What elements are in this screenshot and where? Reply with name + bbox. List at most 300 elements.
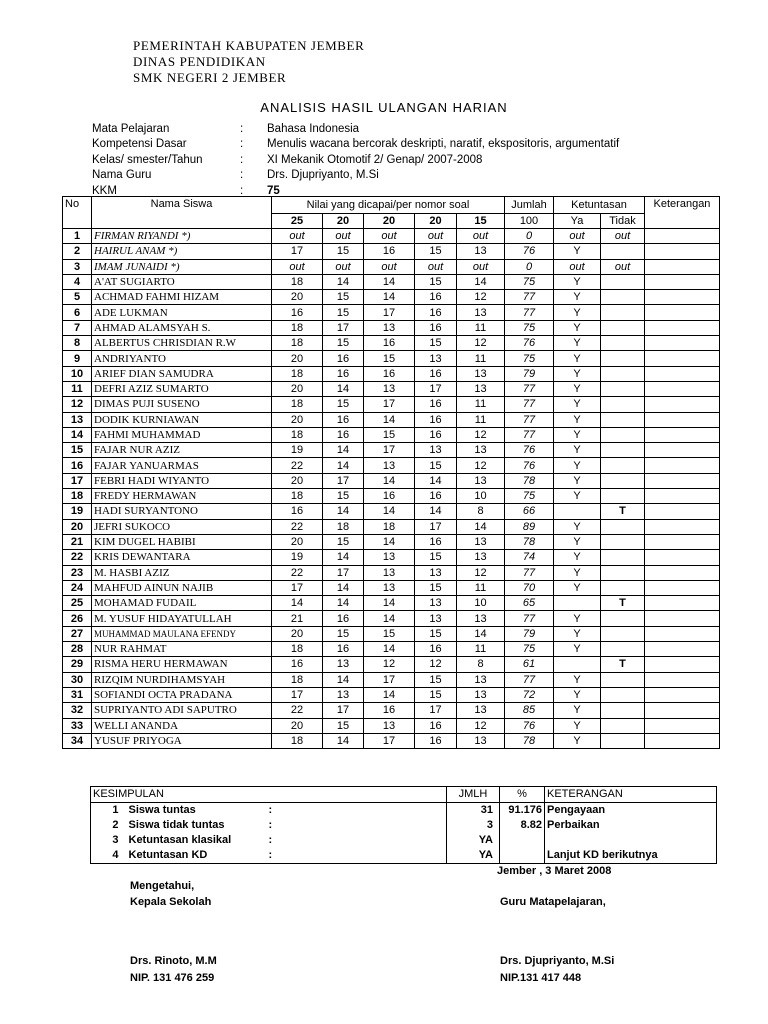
summary-ket: Perbaikan (545, 818, 717, 833)
score-4: 16 (415, 733, 457, 748)
score-4: 16 (415, 412, 457, 427)
score-5: 14 (457, 274, 505, 289)
keterangan (645, 336, 720, 351)
score-1: out (272, 229, 323, 244)
table-row (63, 336, 720, 351)
score-total: 75 (505, 489, 554, 504)
score-4: 16 (415, 290, 457, 305)
tuntas-tidak (601, 412, 645, 427)
summary-number: 3 (91, 833, 127, 848)
student-name: SUPRIYANTO ADI SAPUTRO (92, 703, 272, 718)
score-4: 13 (415, 443, 457, 458)
table-row (63, 642, 720, 657)
score-1: 17 (272, 580, 323, 595)
row-number: 21 (63, 534, 92, 549)
score-1: 22 (272, 519, 323, 534)
info-value: Bahasa Indonesia (267, 122, 360, 135)
tuntas-tidak (601, 305, 645, 320)
score-4: 13 (415, 351, 457, 366)
tuntas-ya: Y (554, 443, 601, 458)
score-3: 16 (364, 703, 415, 718)
tuntas-tidak (601, 443, 645, 458)
score-1: 18 (272, 336, 323, 351)
score-1: 20 (272, 351, 323, 366)
table-row (63, 244, 720, 259)
student-name: RISMA HERU HERMAWAN (92, 657, 272, 672)
row-number: 3 (63, 259, 92, 274)
col-header-keterangan: Keterangan (645, 197, 720, 229)
tuntas-ya: Y (554, 458, 601, 473)
info-label: Nama Guru (92, 169, 152, 182)
row-number: 20 (63, 519, 92, 534)
score-4: 16 (415, 397, 457, 412)
student-name: WELLI ANANDA (92, 718, 272, 733)
student-name: MUHAMMAD MAULANA EFENDY (92, 626, 272, 641)
student-name: ANDRIYANTO (92, 351, 272, 366)
score-2: 15 (323, 718, 364, 733)
score-1: 20 (272, 381, 323, 396)
row-number: 29 (63, 657, 92, 672)
keterangan (645, 519, 720, 534)
score-total: 77 (505, 427, 554, 442)
score-2: 15 (323, 244, 364, 259)
tuntas-tidak: out (601, 259, 645, 274)
teacher-nip: NIP.131 417 448 (500, 972, 582, 984)
table-row (63, 320, 720, 335)
score-1: 17 (272, 687, 323, 702)
row-number: 1 (63, 229, 92, 244)
keterangan (645, 504, 720, 519)
table-row (63, 458, 720, 473)
tuntas-ya: Y (554, 611, 601, 626)
score-5: 11 (457, 580, 505, 595)
score-4: 16 (415, 534, 457, 549)
student-name: SOFIANDI OCTA PRADANA (92, 687, 272, 702)
score-5: 13 (457, 381, 505, 396)
table-row (63, 580, 720, 595)
score-2: 18 (323, 519, 364, 534)
table-row (63, 351, 720, 366)
score-4: 13 (415, 565, 457, 580)
max-score-2: 20 (323, 214, 364, 229)
tuntas-tidak (601, 427, 645, 442)
summary-pct (500, 848, 545, 864)
table-row (63, 687, 720, 702)
student-name: ALBERTUS CHRISDIAN R.W (92, 336, 272, 351)
score-5: 11 (457, 412, 505, 427)
row-number: 6 (63, 305, 92, 320)
score-total: 78 (505, 733, 554, 748)
score-5: 11 (457, 351, 505, 366)
summary-row (91, 803, 717, 819)
summary-jmlh: YA (447, 848, 500, 864)
score-3: 13 (364, 458, 415, 473)
tuntas-ya: out (554, 229, 601, 244)
document-header (133, 38, 364, 86)
score-total: 75 (505, 320, 554, 335)
score-1: 18 (272, 489, 323, 504)
score-total: 0 (505, 259, 554, 274)
keterangan (645, 687, 720, 702)
row-number: 34 (63, 733, 92, 748)
score-total: 75 (505, 351, 554, 366)
score-1: 20 (272, 290, 323, 305)
student-name: FIRMAN RIYANDI *) (92, 229, 272, 244)
row-number: 16 (63, 458, 92, 473)
score-3: 17 (364, 733, 415, 748)
score-1: 17 (272, 244, 323, 259)
summary-header-pct: % (500, 787, 545, 803)
summary-colon: : (267, 803, 447, 819)
score-2: 14 (323, 550, 364, 565)
score-3: 16 (364, 244, 415, 259)
score-3: 15 (364, 626, 415, 641)
score-1: 21 (272, 611, 323, 626)
score-5: 10 (457, 596, 505, 611)
info-row (92, 168, 619, 184)
score-3: 17 (364, 305, 415, 320)
tuntas-tidak (601, 320, 645, 335)
table-row (63, 305, 720, 320)
score-total: 75 (505, 274, 554, 289)
tuntas-ya: Y (554, 305, 601, 320)
score-3: 14 (364, 642, 415, 657)
left-sign-label-1: Mengetahui, (130, 880, 195, 892)
score-3: 16 (364, 489, 415, 504)
score-4: 15 (415, 626, 457, 641)
score-3: 14 (364, 412, 415, 427)
info-label: Mata Pelajaran (92, 122, 170, 135)
student-name: DEFRI AZIZ SUMARTO (92, 381, 272, 396)
score-5: 12 (457, 427, 505, 442)
row-number: 14 (63, 427, 92, 442)
score-1: 18 (272, 642, 323, 657)
score-1: 19 (272, 550, 323, 565)
row-number: 33 (63, 718, 92, 733)
tuntas-tidak (601, 534, 645, 549)
score-4: 16 (415, 489, 457, 504)
tuntas-tidak (601, 687, 645, 702)
table-row (63, 550, 720, 565)
table-row (63, 274, 720, 289)
info-colon: : (240, 153, 244, 166)
row-number: 25 (63, 596, 92, 611)
tuntas-ya: Y (554, 718, 601, 733)
keterangan (645, 534, 720, 549)
tuntas-ya: Y (554, 703, 601, 718)
student-name: A'AT SUGIARTO (92, 274, 272, 289)
table-row (63, 473, 720, 488)
score-total: 70 (505, 580, 554, 595)
keterangan (645, 412, 720, 427)
row-number: 22 (63, 550, 92, 565)
info-label: Kelas/ smester/Tahun (92, 153, 203, 166)
score-2: 16 (323, 351, 364, 366)
score-2: 15 (323, 626, 364, 641)
row-number: 15 (63, 443, 92, 458)
keterangan (645, 259, 720, 274)
score-2: 14 (323, 580, 364, 595)
keterangan (645, 351, 720, 366)
student-name: FEBRI HADI WIYANTO (92, 473, 272, 488)
keterangan (645, 305, 720, 320)
tuntas-tidak (601, 473, 645, 488)
table-row (63, 534, 720, 549)
score-5: 13 (457, 703, 505, 718)
score-4: 15 (415, 458, 457, 473)
score-3: 17 (364, 397, 415, 412)
score-total: 76 (505, 458, 554, 473)
score-total: 79 (505, 366, 554, 381)
table-row (63, 657, 720, 672)
score-4: 16 (415, 320, 457, 335)
info-value: XI Mekanik Otomotif 2/ Genap/ 2007-2008 (267, 153, 483, 166)
col-header-scores: Nilai yang dicapai/per nomor soal (272, 197, 505, 214)
tuntas-tidak (601, 550, 645, 565)
header-school: SMK NEGERI 2 JEMBER (133, 70, 287, 85)
score-5: 11 (457, 642, 505, 657)
score-5: 8 (457, 657, 505, 672)
row-number: 7 (63, 320, 92, 335)
score-2: 15 (323, 534, 364, 549)
summary-table (90, 786, 717, 864)
score-4: 14 (415, 504, 457, 519)
row-number: 26 (63, 611, 92, 626)
table-row (63, 626, 720, 641)
score-total: 78 (505, 473, 554, 488)
tuntas-tidak (601, 290, 645, 305)
score-2: 16 (323, 611, 364, 626)
score-4: 15 (415, 672, 457, 687)
score-3: 14 (364, 534, 415, 549)
tuntas-ya: out (554, 259, 601, 274)
score-total: 89 (505, 519, 554, 534)
tuntas-ya: Y (554, 427, 601, 442)
score-3: 15 (364, 351, 415, 366)
score-4: 15 (415, 687, 457, 702)
score-total: 66 (505, 504, 554, 519)
score-1: 22 (272, 565, 323, 580)
score-total: 76 (505, 336, 554, 351)
score-3: 13 (364, 320, 415, 335)
info-value: Menulis wacana bercorak deskripti, naratif, ekspositoris, argumentatif (267, 138, 620, 151)
summary-label: Ketuntasan KD (127, 848, 267, 864)
score-total: 79 (505, 626, 554, 641)
score-5: 12 (457, 565, 505, 580)
score-5: 12 (457, 336, 505, 351)
summary-label: Ketuntasan klasikal (128, 834, 232, 846)
score-4: 16 (415, 718, 457, 733)
score-5: 11 (457, 397, 505, 412)
tuntas-ya: Y (554, 687, 601, 702)
score-2: 13 (323, 687, 364, 702)
summary-colon: : (267, 848, 447, 864)
header-government: PEMERINTAH KABUPATEN JEMBER (133, 38, 365, 53)
tuntas-ya: Y (554, 565, 601, 580)
score-3: 12 (364, 657, 415, 672)
table-row (63, 412, 720, 427)
student-name: MAHFUD AINUN NAJIB (92, 580, 272, 595)
score-4: 16 (415, 305, 457, 320)
table-row (63, 427, 720, 442)
row-number: 11 (63, 381, 92, 396)
tuntas-ya: Y (554, 274, 601, 289)
score-2: out (323, 229, 364, 244)
score-5: 13 (457, 672, 505, 687)
score-4: 17 (415, 519, 457, 534)
row-number: 2 (63, 244, 92, 259)
keterangan (645, 473, 720, 488)
score-total: 85 (505, 703, 554, 718)
score-2: 17 (323, 320, 364, 335)
tuntas-tidak (601, 580, 645, 595)
table-row (63, 229, 720, 244)
student-name: ADE LUKMAN (92, 305, 272, 320)
student-name: HADI SURYANTONO (92, 504, 272, 519)
summary-row (91, 833, 717, 848)
keterangan (645, 229, 720, 244)
score-1: 18 (272, 733, 323, 748)
info-colon: : (240, 122, 244, 135)
tuntas-ya (554, 657, 601, 672)
score-2: 17 (323, 565, 364, 580)
summary-ket: Pengayaan (545, 803, 717, 819)
score-total: 76 (505, 244, 554, 259)
table-row (63, 565, 720, 580)
tuntas-ya (554, 596, 601, 611)
tuntas-ya: Y (554, 381, 601, 396)
score-3: 14 (364, 274, 415, 289)
info-label: Kompetensi Dasar (92, 138, 187, 151)
col-header-name: Nama Siswa (92, 197, 272, 229)
tuntas-tidak (601, 611, 645, 626)
score-2: 15 (323, 397, 364, 412)
keterangan (645, 381, 720, 396)
row-number: 27 (63, 626, 92, 641)
score-5: 12 (457, 718, 505, 733)
score-5: 13 (457, 550, 505, 565)
keterangan (645, 703, 720, 718)
tuntas-ya: Y (554, 672, 601, 687)
row-number: 28 (63, 642, 92, 657)
score-total: 77 (505, 565, 554, 580)
student-name: DIMAS PUJI SUSENO (92, 397, 272, 412)
tuntas-ya (554, 504, 601, 519)
score-2: 17 (323, 473, 364, 488)
score-4: 16 (415, 366, 457, 381)
col-header-jumlah: Jumlah (505, 197, 554, 214)
keterangan (645, 657, 720, 672)
tuntas-tidak: T (601, 596, 645, 611)
student-name: FAHMI MUHAMMAD (92, 427, 272, 442)
tuntas-ya: Y (554, 550, 601, 565)
tuntas-ya: Y (554, 642, 601, 657)
tuntas-ya: Y (554, 473, 601, 488)
score-5: 11 (457, 320, 505, 335)
right-sign-label: Guru Matapelajaran, (500, 896, 606, 908)
row-number: 9 (63, 351, 92, 366)
tuntas-tidak (601, 672, 645, 687)
row-number: 30 (63, 672, 92, 687)
score-2: 16 (323, 412, 364, 427)
summary-row (91, 818, 717, 833)
score-3: 14 (364, 596, 415, 611)
tuntas-tidak (601, 489, 645, 504)
table-row (63, 290, 720, 305)
score-3: 13 (364, 580, 415, 595)
score-3: 13 (364, 565, 415, 580)
keterangan (645, 611, 720, 626)
score-total: 77 (505, 412, 554, 427)
max-score-4: 20 (415, 214, 457, 229)
tuntas-ya: Y (554, 626, 601, 641)
summary-jmlh: 3 (447, 818, 500, 833)
score-3: 14 (364, 290, 415, 305)
score-4: 13 (415, 611, 457, 626)
info-value: Drs. Djupriyanto, M.Si (267, 169, 379, 182)
score-4: out (415, 259, 457, 274)
student-name: M. YUSUF HIDAYATULLAH (92, 611, 272, 626)
keterangan (645, 550, 720, 565)
score-1: 19 (272, 443, 323, 458)
row-number: 5 (63, 290, 92, 305)
score-5: 13 (457, 534, 505, 549)
student-name: FAJAR YANUARMAS (92, 458, 272, 473)
keterangan (645, 244, 720, 259)
keterangan (645, 397, 720, 412)
score-5: 13 (457, 473, 505, 488)
summary-colon: : (267, 818, 447, 833)
row-number: 12 (63, 397, 92, 412)
score-5: 12 (457, 458, 505, 473)
score-5: 13 (457, 305, 505, 320)
score-1: 22 (272, 703, 323, 718)
tuntas-ya: Y (554, 366, 601, 381)
table-row (63, 489, 720, 504)
score-total: 74 (505, 550, 554, 565)
score-total: 76 (505, 443, 554, 458)
score-3: 13 (364, 550, 415, 565)
row-number: 24 (63, 580, 92, 595)
score-2: 15 (323, 489, 364, 504)
score-2: 14 (323, 443, 364, 458)
keterangan (645, 366, 720, 381)
tuntas-tidak: T (601, 504, 645, 519)
student-name: ACHMAD FAHMI HIZAM (92, 290, 272, 305)
max-total: 100 (505, 214, 554, 229)
score-1: 14 (272, 596, 323, 611)
summary-label: Siswa tuntas (128, 804, 196, 816)
row-number: 13 (63, 412, 92, 427)
score-1: 22 (272, 458, 323, 473)
score-4: 17 (415, 381, 457, 396)
score-2: 14 (323, 274, 364, 289)
row-number: 18 (63, 489, 92, 504)
keterangan (645, 596, 720, 611)
table-row (63, 381, 720, 396)
score-4: out (415, 229, 457, 244)
info-colon: : (240, 169, 244, 182)
score-5: 10 (457, 489, 505, 504)
summary-jmlh: 31 (447, 803, 500, 819)
score-4: 16 (415, 427, 457, 442)
score-2: 15 (323, 305, 364, 320)
score-4: 15 (415, 244, 457, 259)
summary-colon: : (267, 833, 447, 848)
tuntas-tidak: T (601, 657, 645, 672)
table-row (63, 519, 720, 534)
student-name: FREDY HERMAWAN (92, 489, 272, 504)
